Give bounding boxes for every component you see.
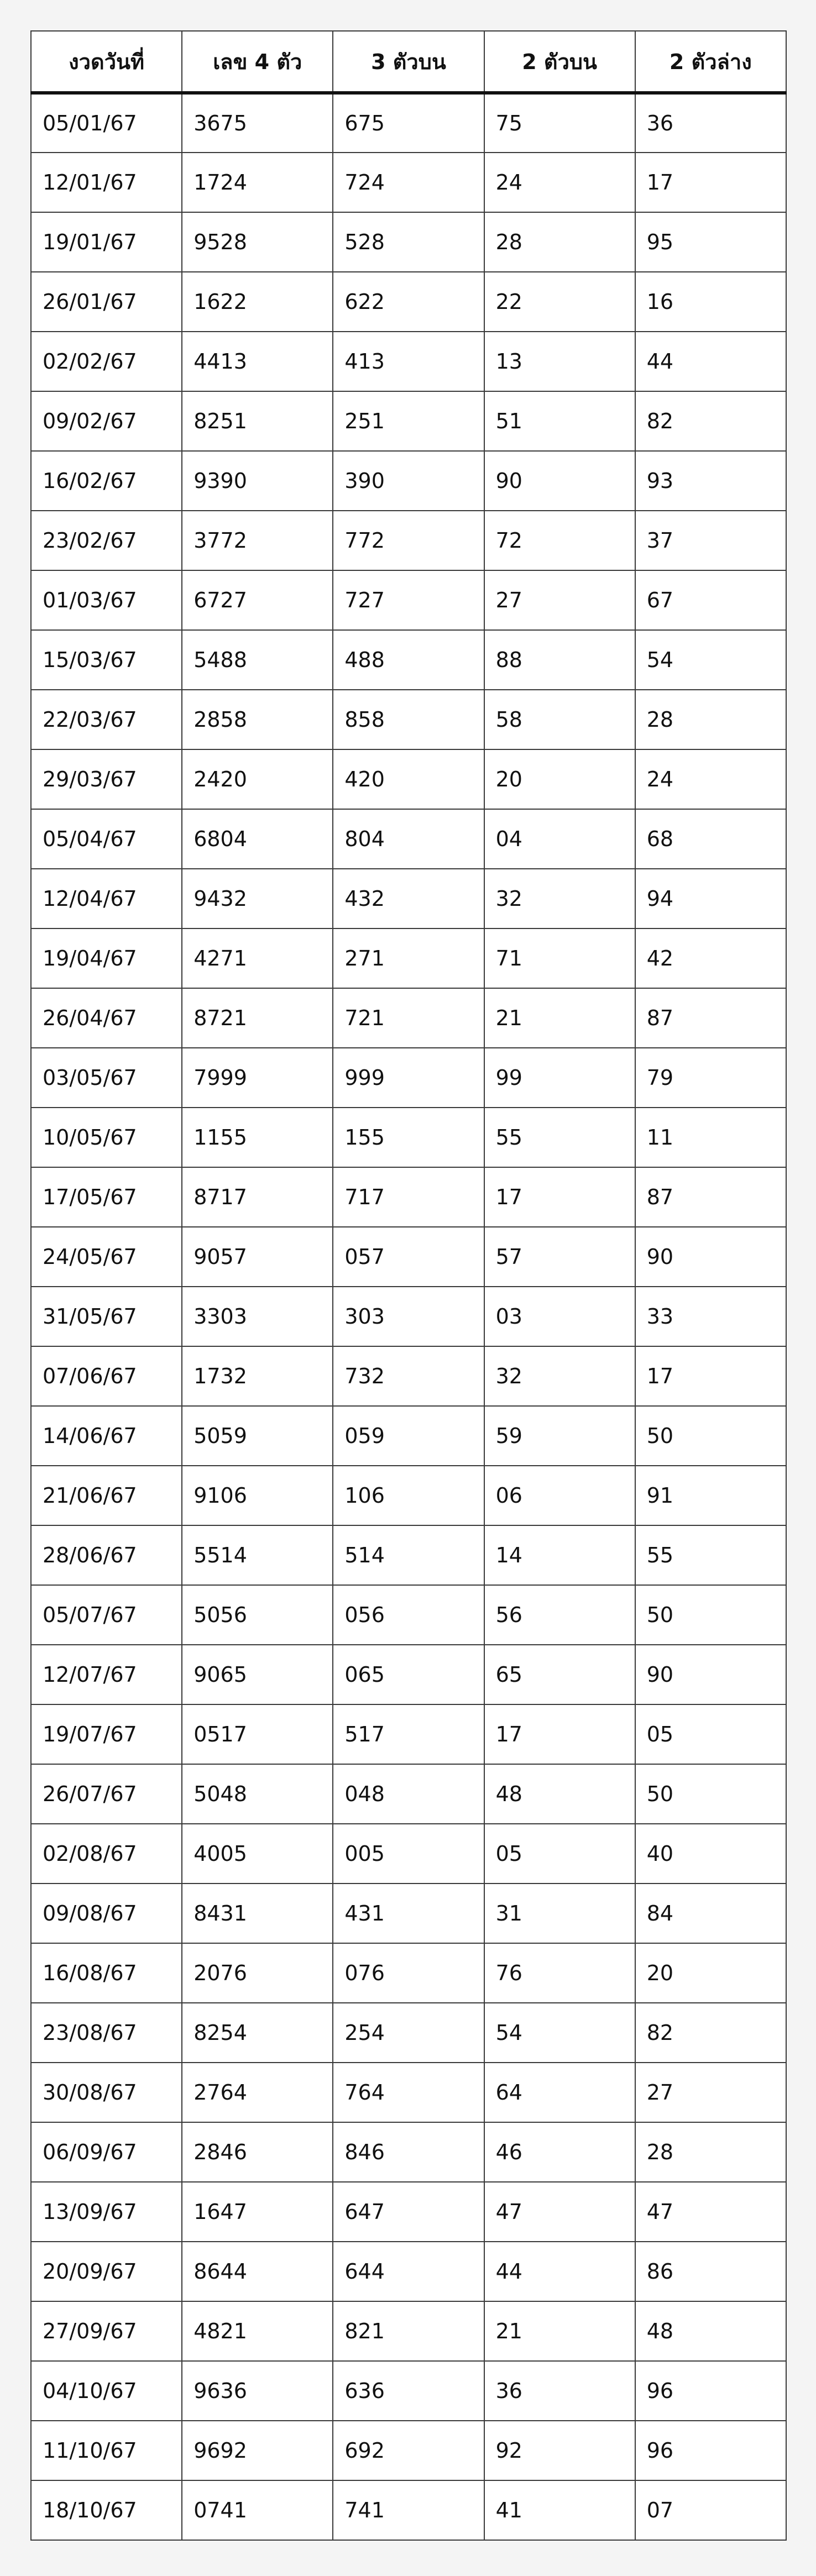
cell-three-top: 804	[333, 809, 484, 869]
cell-two-top: 03	[484, 1287, 635, 1346]
cell-three-top: 056	[333, 1585, 484, 1645]
cell-four-digit: 4413	[182, 332, 333, 391]
column-header-three-top: 3 ตัวบน	[333, 31, 484, 93]
cell-two-top: 22	[484, 272, 635, 332]
cell-draw-date: 07/06/67	[31, 1346, 182, 1406]
cell-two-bottom: 84	[635, 1884, 786, 1943]
cell-four-digit: 1622	[182, 272, 333, 332]
cell-three-top: 846	[333, 2122, 484, 2182]
cell-four-digit: 0741	[182, 2480, 333, 2540]
cell-two-bottom: 47	[635, 2182, 786, 2242]
cell-four-digit: 8431	[182, 1884, 333, 1943]
cell-two-bottom: 90	[635, 1227, 786, 1287]
table-row	[31, 749, 786, 809]
cell-two-top: 46	[484, 2122, 635, 2182]
cell-two-bottom: 27	[635, 2063, 786, 2122]
table-row	[31, 1704, 786, 1764]
table-row	[31, 690, 786, 749]
cell-two-top: 44	[484, 2242, 635, 2301]
table-row	[31, 93, 786, 153]
cell-four-digit: 7999	[182, 1048, 333, 1108]
cell-two-bottom: 93	[635, 451, 786, 511]
cell-two-bottom: 42	[635, 928, 786, 988]
cell-two-bottom: 17	[635, 153, 786, 212]
cell-four-digit: 4271	[182, 928, 333, 988]
cell-two-bottom: 05	[635, 1704, 786, 1764]
cell-four-digit: 9065	[182, 1645, 333, 1704]
table-row	[31, 809, 786, 869]
cell-draw-date: 19/04/67	[31, 928, 182, 988]
cell-two-bottom: 37	[635, 511, 786, 570]
cell-two-bottom: 91	[635, 1466, 786, 1525]
table-row	[31, 2003, 786, 2063]
cell-three-top: 254	[333, 2003, 484, 2063]
cell-draw-date: 26/01/67	[31, 272, 182, 332]
cell-two-bottom: 36	[635, 93, 786, 153]
table-row	[31, 2182, 786, 2242]
cell-three-top: 721	[333, 988, 484, 1048]
cell-two-top: 51	[484, 391, 635, 451]
cell-two-bottom: 28	[635, 690, 786, 749]
cell-four-digit: 2076	[182, 1943, 333, 2003]
cell-three-top: 076	[333, 1943, 484, 2003]
cell-draw-date: 01/03/67	[31, 570, 182, 630]
column-header-draw-date: งวดวันที่	[31, 31, 182, 93]
cell-three-top: 005	[333, 1824, 484, 1884]
cell-draw-date: 05/04/67	[31, 809, 182, 869]
cell-three-top: 644	[333, 2242, 484, 2301]
cell-draw-date: 12/07/67	[31, 1645, 182, 1704]
cell-draw-date: 26/04/67	[31, 988, 182, 1048]
cell-three-top: 528	[333, 212, 484, 272]
cell-two-bottom: 96	[635, 2361, 786, 2421]
cell-two-bottom: 82	[635, 391, 786, 451]
cell-two-top: 65	[484, 1645, 635, 1704]
cell-draw-date: 23/02/67	[31, 511, 182, 570]
cell-four-digit: 2846	[182, 2122, 333, 2182]
cell-draw-date: 18/10/67	[31, 2480, 182, 2540]
cell-four-digit: 5056	[182, 1585, 333, 1645]
cell-draw-date: 05/01/67	[31, 93, 182, 153]
cell-three-top: 741	[333, 2480, 484, 2540]
cell-four-digit: 9692	[182, 2421, 333, 2480]
cell-three-top: 717	[333, 1167, 484, 1227]
cell-four-digit: 1732	[182, 1346, 333, 1406]
cell-two-bottom: 95	[635, 212, 786, 272]
cell-two-top: 05	[484, 1824, 635, 1884]
table-row	[31, 332, 786, 391]
table-row	[31, 1824, 786, 1884]
cell-four-digit: 9106	[182, 1466, 333, 1525]
cell-three-top: 065	[333, 1645, 484, 1704]
cell-four-digit: 5059	[182, 1406, 333, 1466]
cell-four-digit: 1724	[182, 153, 333, 212]
cell-two-top: 54	[484, 2003, 635, 2063]
cell-draw-date: 12/01/67	[31, 153, 182, 212]
cell-four-digit: 9390	[182, 451, 333, 511]
cell-two-bottom: 28	[635, 2122, 786, 2182]
lottery-results-table-container	[30, 30, 786, 2541]
cell-two-bottom: 94	[635, 869, 786, 928]
cell-four-digit: 8254	[182, 2003, 333, 2063]
cell-two-bottom: 87	[635, 1167, 786, 1227]
table-body	[31, 93, 786, 2540]
cell-draw-date: 31/05/67	[31, 1287, 182, 1346]
cell-four-digit: 2858	[182, 690, 333, 749]
cell-two-top: 92	[484, 2421, 635, 2480]
table-row	[31, 928, 786, 988]
cell-three-top: 251	[333, 391, 484, 451]
cell-draw-date: 02/02/67	[31, 332, 182, 391]
table-row	[31, 869, 786, 928]
table-row	[31, 1943, 786, 2003]
cell-two-top: 57	[484, 1227, 635, 1287]
cell-three-top: 431	[333, 1884, 484, 1943]
cell-two-top: 36	[484, 2361, 635, 2421]
cell-two-bottom: 17	[635, 1346, 786, 1406]
cell-four-digit: 5488	[182, 630, 333, 690]
cell-two-bottom: 79	[635, 1048, 786, 1108]
cell-four-digit: 6727	[182, 570, 333, 630]
cell-draw-date: 12/04/67	[31, 869, 182, 928]
cell-two-top: 90	[484, 451, 635, 511]
cell-four-digit: 4005	[182, 1824, 333, 1884]
cell-draw-date: 15/03/67	[31, 630, 182, 690]
cell-two-top: 32	[484, 869, 635, 928]
table-row	[31, 1466, 786, 1525]
cell-three-top: 048	[333, 1764, 484, 1824]
cell-three-top: 390	[333, 451, 484, 511]
table-row	[31, 1525, 786, 1585]
cell-two-bottom: 86	[635, 2242, 786, 2301]
cell-three-top: 727	[333, 570, 484, 630]
cell-four-digit: 6804	[182, 809, 333, 869]
cell-three-top: 858	[333, 690, 484, 749]
cell-two-top: 06	[484, 1466, 635, 1525]
cell-draw-date: 16/08/67	[31, 1943, 182, 2003]
table-row	[31, 2480, 786, 2540]
cell-two-bottom: 96	[635, 2421, 786, 2480]
cell-four-digit: 8251	[182, 391, 333, 451]
cell-two-top: 31	[484, 1884, 635, 1943]
table-row	[31, 1645, 786, 1704]
cell-three-top: 106	[333, 1466, 484, 1525]
table-row	[31, 1406, 786, 1466]
cell-draw-date: 26/07/67	[31, 1764, 182, 1824]
cell-two-top: 47	[484, 2182, 635, 2242]
cell-two-top: 13	[484, 332, 635, 391]
table-row	[31, 1764, 786, 1824]
cell-draw-date: 24/05/67	[31, 1227, 182, 1287]
cell-three-top: 432	[333, 869, 484, 928]
table-row	[31, 2122, 786, 2182]
table-row	[31, 1167, 786, 1227]
cell-two-bottom: 68	[635, 809, 786, 869]
cell-draw-date: 17/05/67	[31, 1167, 182, 1227]
cell-draw-date: 16/02/67	[31, 451, 182, 511]
cell-draw-date: 03/05/67	[31, 1048, 182, 1108]
table-row	[31, 2301, 786, 2361]
table-row	[31, 2361, 786, 2421]
cell-draw-date: 13/09/67	[31, 2182, 182, 2242]
cell-two-top: 56	[484, 1585, 635, 1645]
cell-three-top: 413	[333, 332, 484, 391]
cell-two-top: 17	[484, 1704, 635, 1764]
table-row	[31, 1108, 786, 1167]
cell-four-digit: 5514	[182, 1525, 333, 1585]
cell-two-bottom: 55	[635, 1525, 786, 1585]
page-bottom-margin	[0, 2548, 816, 2576]
cell-two-bottom: 90	[635, 1645, 786, 1704]
table-row	[31, 988, 786, 1048]
cell-two-top: 71	[484, 928, 635, 988]
cell-two-bottom: 54	[635, 630, 786, 690]
cell-two-top: 99	[484, 1048, 635, 1108]
cell-two-top: 55	[484, 1108, 635, 1167]
cell-two-top: 14	[484, 1525, 635, 1585]
cell-two-bottom: 40	[635, 1824, 786, 1884]
cell-two-bottom: 16	[635, 272, 786, 332]
table-row	[31, 451, 786, 511]
cell-draw-date: 19/01/67	[31, 212, 182, 272]
cell-draw-date: 23/08/67	[31, 2003, 182, 2063]
cell-two-top: 27	[484, 570, 635, 630]
cell-four-digit: 8717	[182, 1167, 333, 1227]
cell-two-bottom: 07	[635, 2480, 786, 2540]
cell-two-bottom: 67	[635, 570, 786, 630]
cell-three-top: 821	[333, 2301, 484, 2361]
cell-draw-date: 11/10/67	[31, 2421, 182, 2480]
cell-draw-date: 09/02/67	[31, 391, 182, 451]
cell-draw-date: 14/06/67	[31, 1406, 182, 1466]
cell-two-bottom: 50	[635, 1764, 786, 1824]
cell-three-top: 057	[333, 1227, 484, 1287]
table-row	[31, 153, 786, 212]
cell-three-top: 675	[333, 93, 484, 153]
table-row	[31, 2063, 786, 2122]
cell-three-top: 999	[333, 1048, 484, 1108]
cell-two-top: 59	[484, 1406, 635, 1466]
cell-four-digit: 2764	[182, 2063, 333, 2122]
table-row	[31, 1884, 786, 1943]
cell-two-top: 72	[484, 511, 635, 570]
cell-three-top: 271	[333, 928, 484, 988]
cell-four-digit: 8644	[182, 2242, 333, 2301]
cell-draw-date: 06/09/67	[31, 2122, 182, 2182]
table-row	[31, 272, 786, 332]
cell-draw-date: 22/03/67	[31, 690, 182, 749]
cell-two-top: 17	[484, 1167, 635, 1227]
cell-three-top: 059	[333, 1406, 484, 1466]
cell-two-top: 04	[484, 809, 635, 869]
table-row	[31, 2421, 786, 2480]
table-row	[31, 391, 786, 451]
cell-draw-date: 28/06/67	[31, 1525, 182, 1585]
cell-two-top: 24	[484, 153, 635, 212]
column-header-two-top: 2 ตัวบน	[484, 31, 635, 93]
cell-four-digit: 9432	[182, 869, 333, 928]
column-header-four-digit: เลข 4 ตัว	[182, 31, 333, 93]
cell-two-bottom: 87	[635, 988, 786, 1048]
cell-four-digit: 5048	[182, 1764, 333, 1824]
cell-three-top: 303	[333, 1287, 484, 1346]
cell-four-digit: 3675	[182, 93, 333, 153]
table-row	[31, 1048, 786, 1108]
cell-three-top: 724	[333, 153, 484, 212]
cell-two-top: 48	[484, 1764, 635, 1824]
cell-draw-date: 02/08/67	[31, 1824, 182, 1884]
cell-four-digit: 1155	[182, 1108, 333, 1167]
cell-three-top: 692	[333, 2421, 484, 2480]
cell-draw-date: 19/07/67	[31, 1704, 182, 1764]
lottery-results-table	[30, 30, 787, 2541]
table-row	[31, 1227, 786, 1287]
cell-three-top: 622	[333, 272, 484, 332]
cell-two-top: 88	[484, 630, 635, 690]
cell-two-top: 58	[484, 690, 635, 749]
cell-three-top: 155	[333, 1108, 484, 1167]
cell-four-digit: 3772	[182, 511, 333, 570]
cell-draw-date: 10/05/67	[31, 1108, 182, 1167]
cell-two-bottom: 50	[635, 1585, 786, 1645]
table-row	[31, 570, 786, 630]
cell-draw-date: 29/03/67	[31, 749, 182, 809]
table-header	[31, 31, 786, 93]
cell-four-digit: 3303	[182, 1287, 333, 1346]
cell-two-top: 28	[484, 212, 635, 272]
cell-two-top: 41	[484, 2480, 635, 2540]
table-row	[31, 511, 786, 570]
cell-two-bottom: 11	[635, 1108, 786, 1167]
cell-two-bottom: 50	[635, 1406, 786, 1466]
cell-three-top: 420	[333, 749, 484, 809]
cell-two-bottom: 82	[635, 2003, 786, 2063]
cell-two-bottom: 44	[635, 332, 786, 391]
table-row	[31, 1585, 786, 1645]
table-row	[31, 630, 786, 690]
cell-four-digit: 8721	[182, 988, 333, 1048]
cell-three-top: 636	[333, 2361, 484, 2421]
cell-two-bottom: 20	[635, 1943, 786, 2003]
cell-draw-date: 20/09/67	[31, 2242, 182, 2301]
cell-two-bottom: 24	[635, 749, 786, 809]
cell-four-digit: 2420	[182, 749, 333, 809]
cell-draw-date: 27/09/67	[31, 2301, 182, 2361]
cell-four-digit: 1647	[182, 2182, 333, 2242]
cell-two-top: 76	[484, 1943, 635, 2003]
cell-two-top: 21	[484, 988, 635, 1048]
cell-draw-date: 21/06/67	[31, 1466, 182, 1525]
cell-three-top: 514	[333, 1525, 484, 1585]
cell-three-top: 772	[333, 511, 484, 570]
column-header-two-bottom: 2 ตัวล่าง	[635, 31, 786, 93]
cell-three-top: 517	[333, 1704, 484, 1764]
cell-four-digit: 9528	[182, 212, 333, 272]
cell-three-top: 488	[333, 630, 484, 690]
table-row	[31, 1346, 786, 1406]
cell-four-digit: 4821	[182, 2301, 333, 2361]
cell-three-top: 647	[333, 2182, 484, 2242]
cell-two-bottom: 33	[635, 1287, 786, 1346]
cell-four-digit: 9057	[182, 1227, 333, 1287]
cell-four-digit: 0517	[182, 1704, 333, 1764]
table-row	[31, 2242, 786, 2301]
cell-two-top: 75	[484, 93, 635, 153]
cell-draw-date: 09/08/67	[31, 1884, 182, 1943]
table-header-row	[31, 31, 786, 93]
cell-four-digit: 9636	[182, 2361, 333, 2421]
cell-two-top: 20	[484, 749, 635, 809]
cell-draw-date: 30/08/67	[31, 2063, 182, 2122]
cell-three-top: 732	[333, 1346, 484, 1406]
table-row	[31, 212, 786, 272]
cell-two-top: 64	[484, 2063, 635, 2122]
table-row	[31, 1287, 786, 1346]
cell-three-top: 764	[333, 2063, 484, 2122]
cell-two-top: 21	[484, 2301, 635, 2361]
cell-two-top: 32	[484, 1346, 635, 1406]
cell-draw-date: 04/10/67	[31, 2361, 182, 2421]
cell-two-bottom: 48	[635, 2301, 786, 2361]
cell-draw-date: 05/07/67	[31, 1585, 182, 1645]
